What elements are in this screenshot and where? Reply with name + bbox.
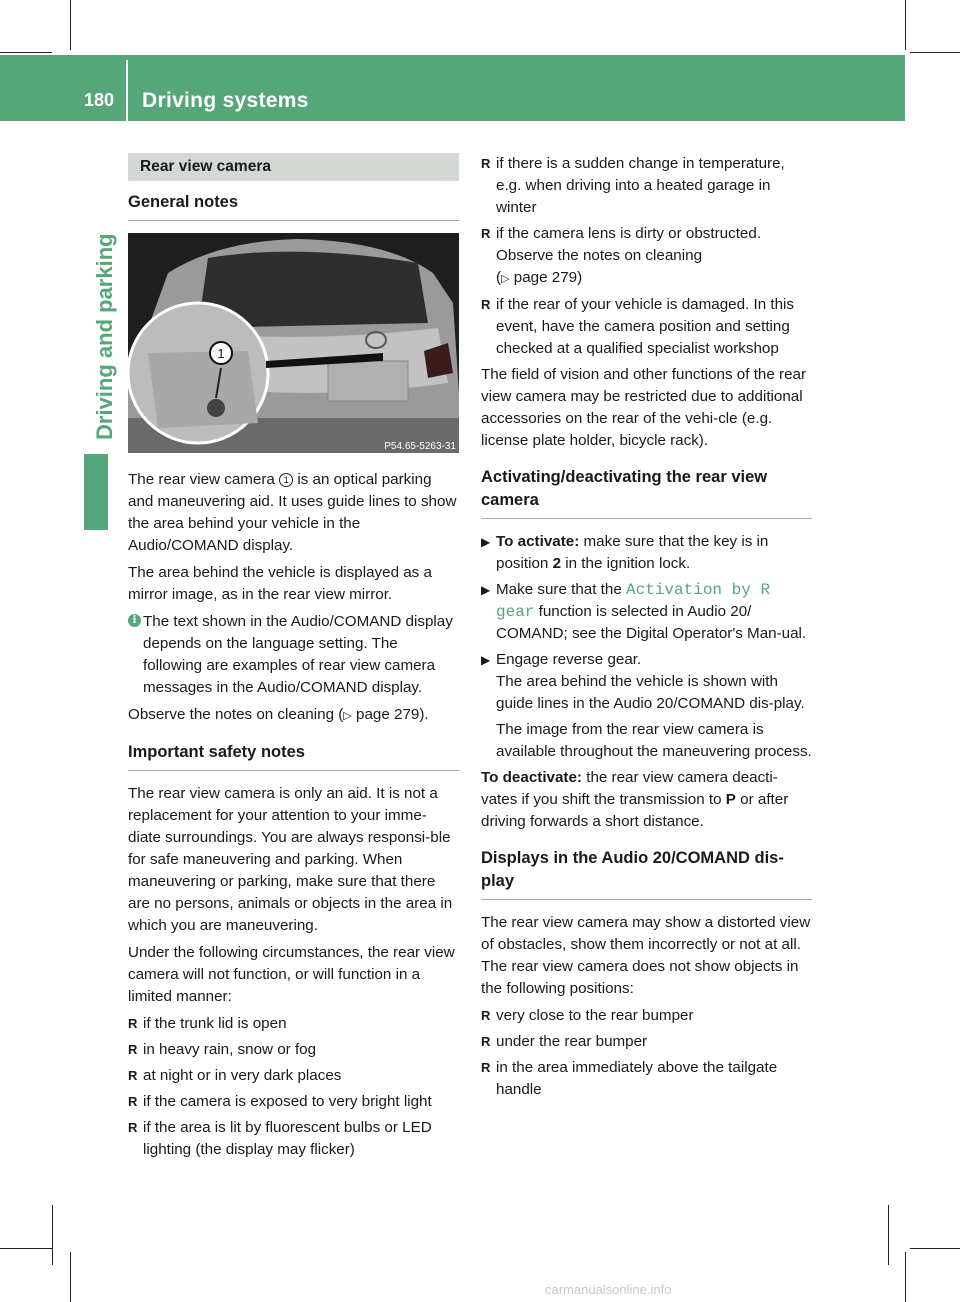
crop-mark bbox=[905, 1252, 906, 1302]
text: function is selected in Audio 20/ COMAND; see the Digital Operator's Man-ual. bbox=[496, 603, 807, 642]
text: if the camera lens is dirty or obstructed. Observe the notes on cleaning bbox=[496, 225, 762, 264]
paragraph: The rear view camera may show a distorted view of obstacles, show them incorrectly or not at all. The rear view camera does not show objects in the following positions: bbox=[481, 914, 811, 997]
section-heading: Rear view camera bbox=[128, 153, 459, 181]
info-note bbox=[128, 611, 459, 699]
text: is an optical parking and maneuvering aid. It uses guide lines to show the area behind your vehicle in the Audio/COMAND display. bbox=[128, 471, 457, 554]
step-arrow-icon: ▶ bbox=[481, 583, 491, 597]
page-ref-link[interactable]: page 279). bbox=[356, 706, 429, 723]
list-item: R if the camera lens is dirty or obstructed. Observe the notes on cleaning (▷ page 279) bbox=[481, 223, 812, 290]
text: or after driving forwards a short distance. bbox=[481, 791, 789, 830]
crop-mark bbox=[70, 1252, 71, 1302]
page-header-bar bbox=[0, 55, 905, 121]
crop-mark bbox=[888, 1205, 889, 1265]
side-label-text: Driving and parking bbox=[92, 233, 117, 440]
text: The rear view camera bbox=[128, 471, 280, 488]
page-number: 180 bbox=[84, 90, 115, 110]
callout-marker: 1 bbox=[279, 473, 293, 487]
displays-heading: Displays in the Audio 20/COMAND dis-play bbox=[481, 847, 812, 900]
list-item: R in the area immediately above the tailgate handle bbox=[481, 1057, 812, 1101]
text: Make sure that the bbox=[496, 581, 627, 598]
general-notes-heading: General notes bbox=[128, 191, 459, 221]
text: Engage reverse gear. bbox=[496, 651, 642, 668]
text: The area behind the vehicle is shown with guide lines in the Audio 20/COMAND dis-play. bbox=[496, 673, 805, 712]
right-column bbox=[481, 153, 812, 1105]
list-item: R under the rear bumper bbox=[481, 1031, 812, 1053]
paragraph: The field of vision and other functions of the rear view camera may be restricted due to additional accessories on the rear of the vehi-cle (e.g. license plate holder, bicycle rack). bbox=[481, 366, 807, 449]
car-rear-illustration bbox=[128, 233, 459, 453]
crop-mark bbox=[52, 1205, 53, 1265]
info-text: The text shown in the Audio/COMAND display depends on the language setting. The following are examples of rear view camera messages in the Audio/COMAND display. bbox=[143, 613, 453, 696]
gear-position: P bbox=[725, 791, 736, 808]
crop-mark bbox=[910, 1248, 960, 1249]
paragraph bbox=[128, 469, 459, 557]
side-tab bbox=[84, 454, 108, 530]
list-item: R if there is a sudden change in temperature, e.g. when driving into a heated garage in winter bbox=[481, 153, 812, 219]
chapter-title: Driving systems bbox=[142, 89, 309, 112]
crop-mark bbox=[70, 0, 71, 50]
header-divider bbox=[126, 60, 128, 121]
list-item: R in heavy rain, snow or fog bbox=[128, 1039, 459, 1061]
text: the rear view camera deacti-vates if you shift the transmission to bbox=[481, 769, 778, 808]
left-column bbox=[128, 153, 459, 1165]
paragraph: The area behind the vehicle is displayed as a mirror image, as in the rear view mirror. bbox=[128, 564, 432, 603]
menu-function-name: Activation by R gear bbox=[496, 581, 771, 621]
figure-code: P54.65-5263-31 bbox=[384, 441, 456, 452]
label: To deactivate: bbox=[481, 769, 582, 786]
activate-heading: Activating/deactivating the rear view camera bbox=[481, 466, 812, 519]
crop-mark bbox=[0, 1248, 52, 1249]
info-icon: i bbox=[128, 614, 141, 627]
crop-mark bbox=[905, 0, 906, 50]
text: The image from the rear view camera is available throughout the maneuvering process. bbox=[496, 721, 812, 760]
rear-camera-figure bbox=[128, 233, 459, 453]
crop-mark bbox=[0, 52, 52, 53]
list-item: R if the rear of your vehicle is damaged. In this event, have the camera position and setting checked at a qualified specialist workshop bbox=[481, 294, 812, 360]
label: To activate: bbox=[496, 533, 580, 550]
page-ref-arrow-icon: ▷ bbox=[343, 710, 352, 722]
list-item: R at night or in very dark places bbox=[128, 1065, 459, 1087]
text: make sure that the key is in position bbox=[496, 533, 769, 572]
key-position: 2 bbox=[552, 555, 562, 572]
side-label bbox=[84, 210, 124, 440]
paragraph bbox=[128, 704, 459, 727]
figure-callout: 1 bbox=[217, 346, 225, 361]
text: in the ignition lock. bbox=[561, 555, 691, 572]
list-item: R if the trunk lid is open bbox=[128, 1013, 459, 1035]
watermark: carmanualsonline.info bbox=[545, 1282, 672, 1297]
step-arrow-icon: ▶ bbox=[481, 653, 491, 667]
safety-heading: Important safety notes bbox=[128, 741, 459, 771]
list-item: R if the area is lit by fluorescent bulbs or LED lighting (the display may flicker) bbox=[128, 1117, 459, 1161]
paragraph: The rear view camera is only an aid. It is not a replacement for your attention to your imme-diate surroundings. You are always responsi-ble for safe maneuvering and parking. When maneuvering or parking, make sure that there are no persons, animals or objects in the area in which you are maneuvering. bbox=[128, 785, 453, 934]
text: Observe the notes on cleaning ( bbox=[128, 706, 344, 723]
paragraph bbox=[481, 767, 812, 833]
list-item: R if the camera is exposed to very bright light bbox=[128, 1091, 459, 1113]
page-ref-link[interactable]: page 279) bbox=[513, 269, 583, 286]
crop-mark bbox=[910, 52, 960, 53]
instruction-step bbox=[481, 579, 812, 645]
list-item: R very close to the rear bumper bbox=[481, 1005, 812, 1027]
step-arrow-icon: ▶ bbox=[481, 535, 491, 549]
paragraph: Under the following circumstances, the rear view camera will not function, or will function in a limited manner: bbox=[128, 944, 455, 1005]
page-ref-arrow-icon: ▷ bbox=[501, 273, 510, 285]
instruction-step bbox=[481, 649, 812, 763]
instruction-step bbox=[481, 531, 812, 575]
